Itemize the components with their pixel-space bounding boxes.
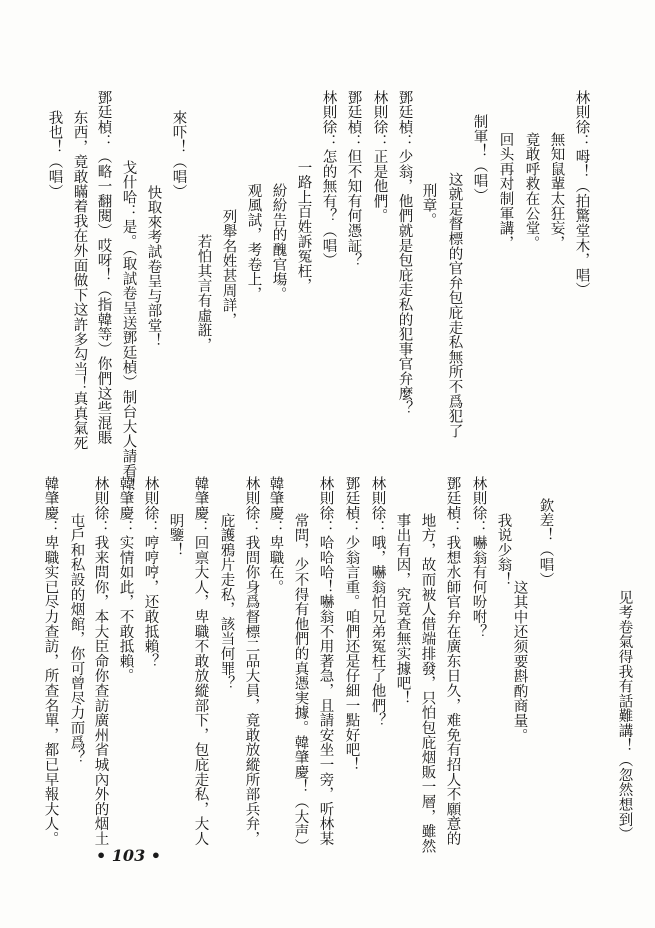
text-line: 明鑒！ [167,513,184,558]
text-line: 竟敢呼救在公堂。 [523,132,540,251]
text-line: 常問，少不得有他們的真憑実據。韓肇慶！（大声） [292,513,309,854]
text-line: 这其中还须要斟酌商量。 [511,580,528,743]
text-line: 韓肇慶：回禀大人，卑職不敢放縱部下，包庇走私，大人 [192,476,209,846]
text-line: 见考卷氣得我有話難講！（忽然想到） [616,590,633,842]
text-line: 刑章。 [420,183,437,228]
text-line: 一路上百姓訴冤枉， [295,160,312,294]
text-line: 無知鼠輩太狂妄， [548,132,565,251]
text-line: 鄧廷楨：（略一翻閱）哎呀！（指韓等）你們这些混賬 [95,90,112,446]
text-line: 來吓！（唱） [170,110,187,199]
page-number: • 103 • [96,846,161,865]
text-line: 林則徐：哈哈哈！嚇翁不用著急，且請安坐一旁，听林某 [317,476,334,846]
text-line: 我也！（唱） [46,110,63,199]
text-line: 制軍！（唱） [471,114,488,203]
text-line: 韓肇慶：实情如此，不敢抵賴。 [117,476,134,684]
text-line: 紛紛告的醜官塲。 [270,183,287,302]
text-line: 这就是督標的官弁包庇走私無所不爲犯了 [446,172,463,439]
text-line: 欽差！（唱） [537,498,554,587]
text-line: 韓肇慶：卑職在。 [267,476,284,595]
text-line: 东西，竟敢瞞着我在外面做下这許多勾当！真真氣死 [71,110,88,451]
text-line: 林則徐：嚇翁有何吩咐？ [470,476,487,639]
text-line: 快取來考試卷呈与部堂！ [145,185,162,348]
text-line: 观風試，考卷上， [245,183,262,302]
text-line: 地方，故而被人借端排發，只怕包庇烟販一層，雖然 [419,513,436,854]
text-line: 林則徐：呣！（拍驚堂木，唱） [573,90,590,298]
text-line: 林則徐：怎的無有？（唱） [320,90,337,268]
text-line: 林則徐：我問你身爲督標二品大員，竟敢放縱所部兵弁， [243,476,260,846]
text-line: 回头再对制軍講， [497,132,514,251]
text-line: 若怕其言有虛誑， [195,234,212,353]
text-line: 林則徐：哼哼哼，还敢抵賴？ [142,476,159,669]
text-line: 列舉名姓甚周詳， [220,209,237,328]
text-line: 屯戶和私設的烟館，你可曾尽力而爲？ [68,513,85,765]
text-line: 林則徐：正是他們。 [371,90,388,224]
text-line: 戈什哈：是。（取試卷呈送鄧廷楨）制台大人請看！ [120,160,137,494]
text-line: 事出有因，究竟查無实據吧！ [394,513,411,706]
text-line: 鄧廷楨：但不知有何憑証？ [345,90,362,268]
text-line: 鄧廷楨：少翁，他們就是包庇走私的犯事官弁麼？ [396,90,413,416]
text-line: 鄧廷楨：少翁言重。咱們还是仔細一點好吧！ [343,476,360,772]
text-line: 鄧廷楨：我想水師官弁在廣东日久，难免有招人不願意的 [444,476,461,846]
text-line: 庇護鴉片走私，該当何罪？ [218,513,235,691]
text-line: 韓肇慶：卑職实已尽力查訪，所查名單，都已早報大人。 [42,476,59,846]
text-line: 我说少翁！ [495,513,512,587]
text-line: 林則徐：我来問你，本大臣命你查訪廣州省城內外的烟土 [92,476,109,846]
text-line: 林則徐：哦，嚇翁怕兄弟冤枉了他們？ [369,476,386,728]
